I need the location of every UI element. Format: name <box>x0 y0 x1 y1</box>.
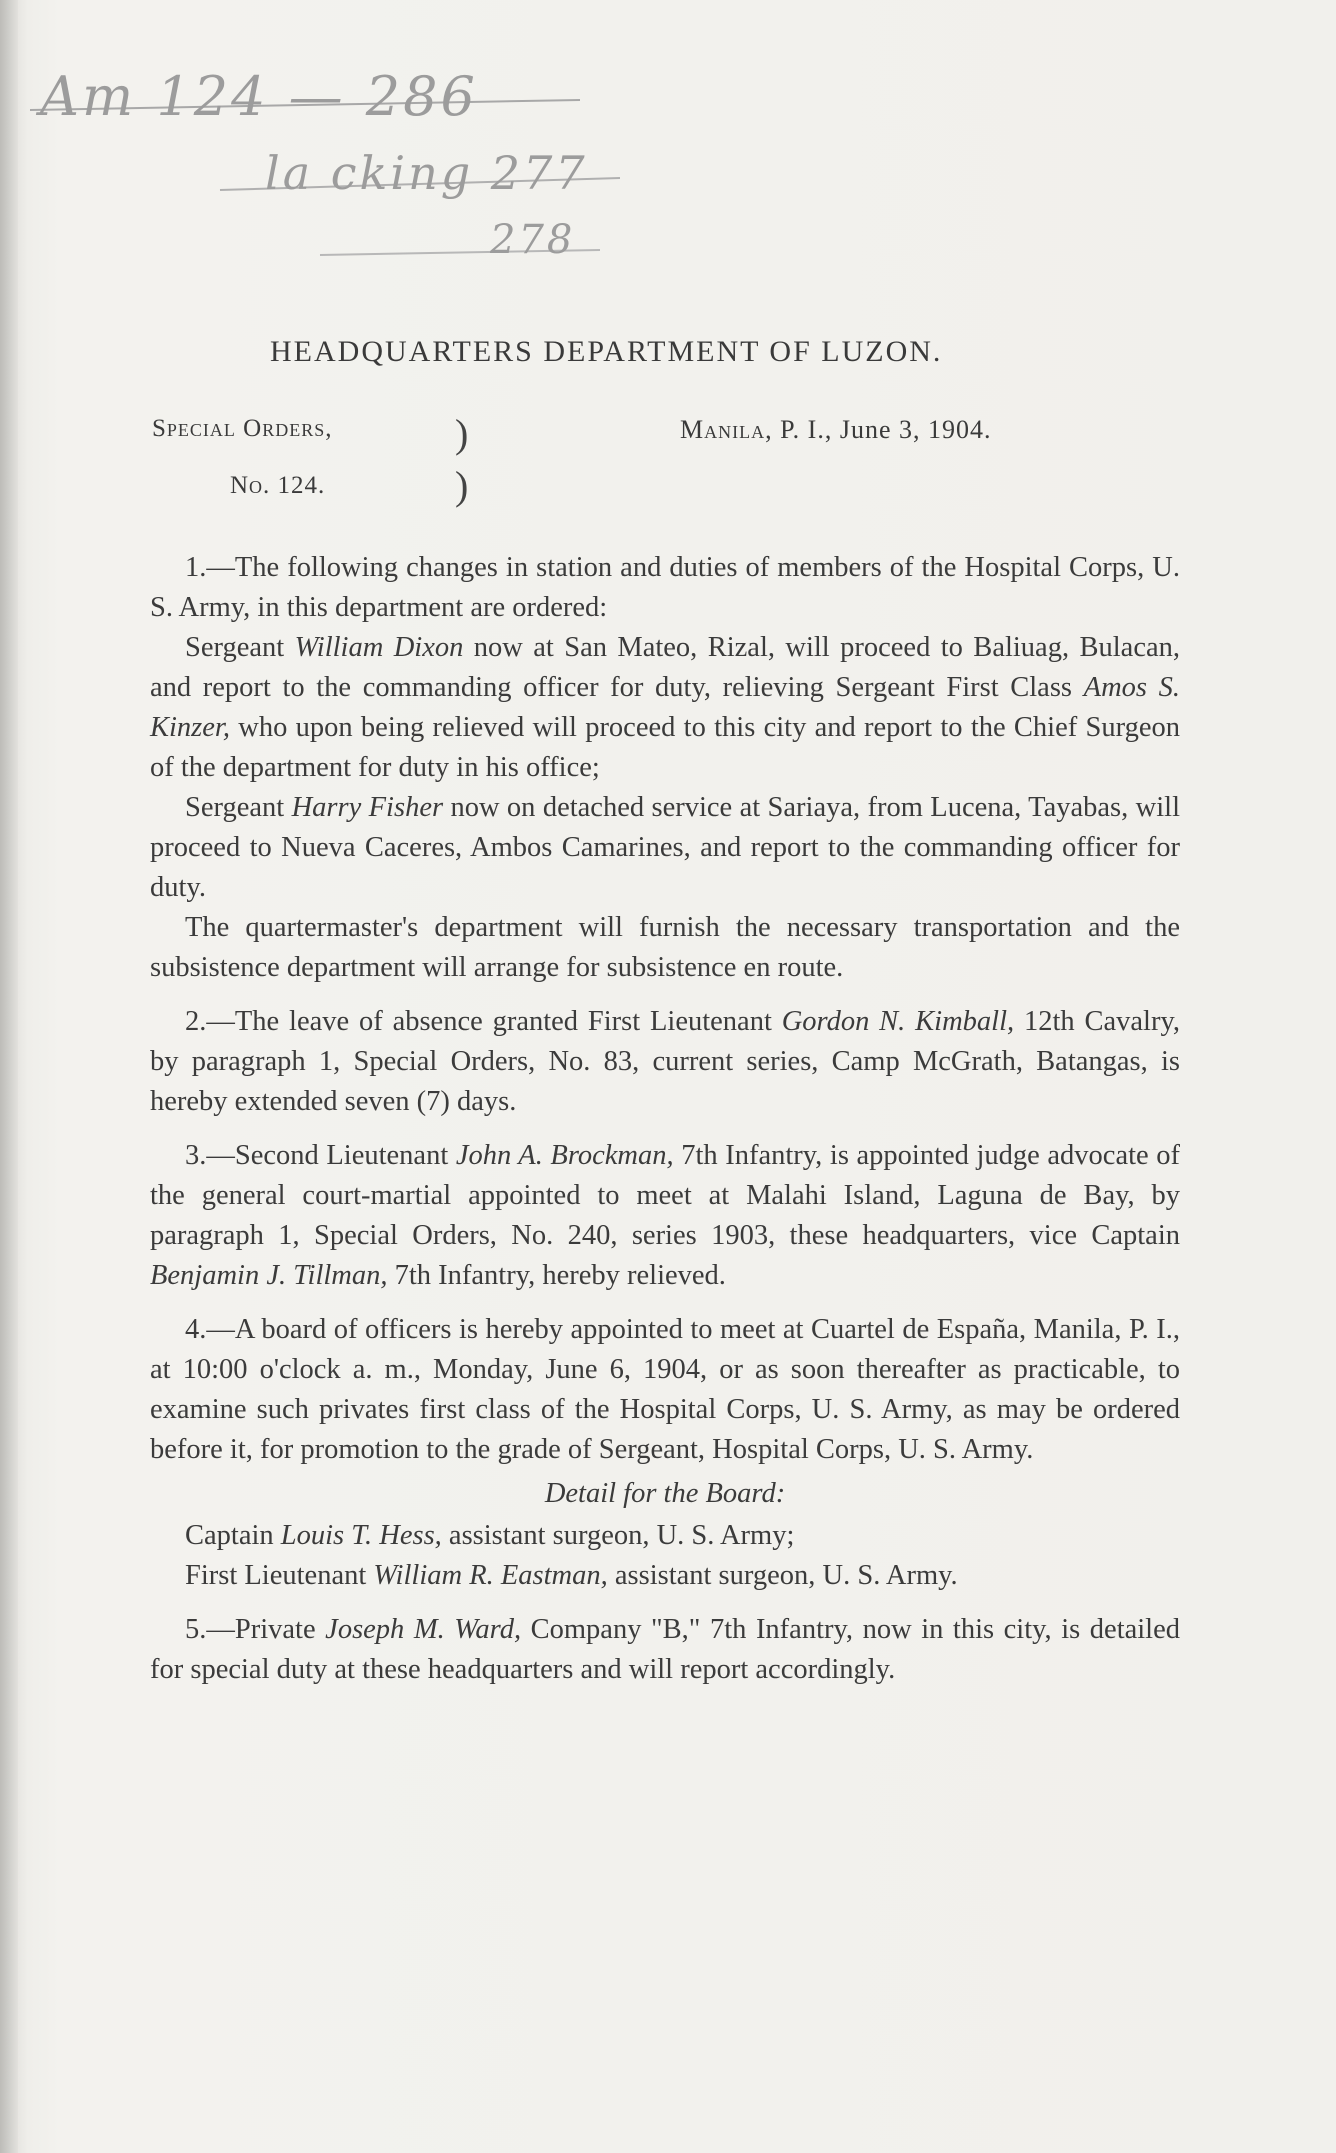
p4a-pre: Captain <box>185 1520 281 1551</box>
p5-post: Company "B," 7th Infantry, now in this city, is detailed for special duty at these headquarters and will report accordingly. <box>150 1614 1180 1685</box>
p1a-mid: now at San Mateo, Rizal, will proceed to Baliuag, Bulacan, and report to the commanding officer for duty, relieving Sergeant First Class <box>150 632 1180 703</box>
p3-post: 7th Infantry, hereby relieved. <box>387 1260 726 1291</box>
p4a-name-hess: Louis T. Hess, <box>280 1520 442 1551</box>
p1b-pre: Sergeant <box>185 792 292 823</box>
brace-top: ) <box>455 411 469 456</box>
p3-mid: 7th Infantry, is appointed judge advocate of the general court-martial appointed to meet at Malahi Island, Laguna de Bay, by paragraph 1, Special Orders, No. 240, series 1903, these headquarters, vice Captain <box>150 1140 1180 1251</box>
orders-body <box>150 548 1180 1690</box>
special-orders-number: No. 124. <box>230 472 326 499</box>
paragraph-1-item-b <box>150 788 1180 908</box>
p3-name-tillman: Benjamin J. Tillman, <box>150 1260 388 1291</box>
handwriting-line-3: 278 <box>490 217 576 263</box>
p1a-name-kinzer: Amos S. Kinzer, <box>150 672 1180 743</box>
board-detail-heading: Detail for the Board: <box>544 1478 786 1509</box>
paragraph-4: 4.—A board of officers is hereby appointed to meet at Cuartel de España, Manila, P. I., at 10:00 o'clock a. m., Monday, June 6, 1904, or as soon thereafter as practicable, to examine such privates first class of the Hospital Corps, U. S. Army, as may be ordered before it, for promotion to the grade of Sergeant, Hospital Corps, U. S. Army. <box>150 1314 1180 1465</box>
p2-pre: 2.—The leave of absence granted First Lieutenant <box>185 1006 782 1037</box>
board-member-hess <box>150 1516 1180 1556</box>
p1a-pre: Sergeant <box>185 632 295 663</box>
paragraph-1-intro: 1.—The following changes in station and duties of members of the Hospital Corps, U. S. Army, in this department are ordered: <box>150 552 1180 623</box>
paragraph-2 <box>150 1002 1180 1122</box>
p2-post: 12th Cavalry, by paragraph 1, Special Orders, No. 83, current series, Camp McGrath, Batangas, is hereby extended seven (7) days. <box>150 1006 1180 1117</box>
p4b-name-eastman: William R. Eastman, <box>373 1560 608 1591</box>
p3-name-brockman: John A. Brockman, <box>455 1140 674 1171</box>
p4b-pre: First Lieutenant <box>185 1560 374 1591</box>
p1b-name-fisher: Harry Fisher <box>291 792 444 823</box>
handwritten-annotation <box>20 65 660 290</box>
p1a-name-dixon: William Dixon <box>294 632 464 663</box>
page-binding-edge <box>0 0 18 2153</box>
p3-pre: 3.—Second Lieutenant <box>185 1140 456 1171</box>
paragraph-5 <box>150 1610 1180 1690</box>
board-member-eastman <box>150 1556 1180 1596</box>
date: June 3, 1904. <box>839 415 992 444</box>
dateline <box>680 415 992 445</box>
p1a-post: who upon being relieved will proceed to this city and report to the Chief Surgeon of the department for duty in his office; <box>150 712 1180 783</box>
p5-name-ward: Joseph M. Ward, <box>325 1614 522 1645</box>
p5-pre: 5.—Private <box>185 1614 326 1645</box>
p2-name-kimball: Gordon N. Kimball, <box>781 1006 1015 1037</box>
document-heading: HEADQUARTERS DEPARTMENT OF LUZON. <box>270 335 943 368</box>
handwriting-line-2: la cking 277 <box>265 146 588 200</box>
special-orders-label: Special Orders, <box>152 415 333 442</box>
paragraph-3 <box>150 1136 1180 1296</box>
paragraph-1-item-a <box>150 628 1180 788</box>
p4b-post: assistant surgeon, U. S. Army. <box>607 1560 958 1591</box>
p4a-post: assistant surgeon, U. S. Army; <box>441 1520 795 1551</box>
paragraph-1-item-c: The quartermaster's department will furnish the necessary transportation and the subsistence department will arrange for subsistence en route. <box>150 912 1180 983</box>
p1b-post: now on detached service at Sariaya, from Lucena, Tayabas, will proceed to Nueva Caceres, Ambos Camarines, and report to the commanding officer for duty. <box>150 792 1180 903</box>
brace-bottom: ) <box>455 463 469 508</box>
handwriting-line-1: Am 124 — 286 <box>40 65 478 128</box>
place: Manila, P. I., <box>680 415 833 444</box>
